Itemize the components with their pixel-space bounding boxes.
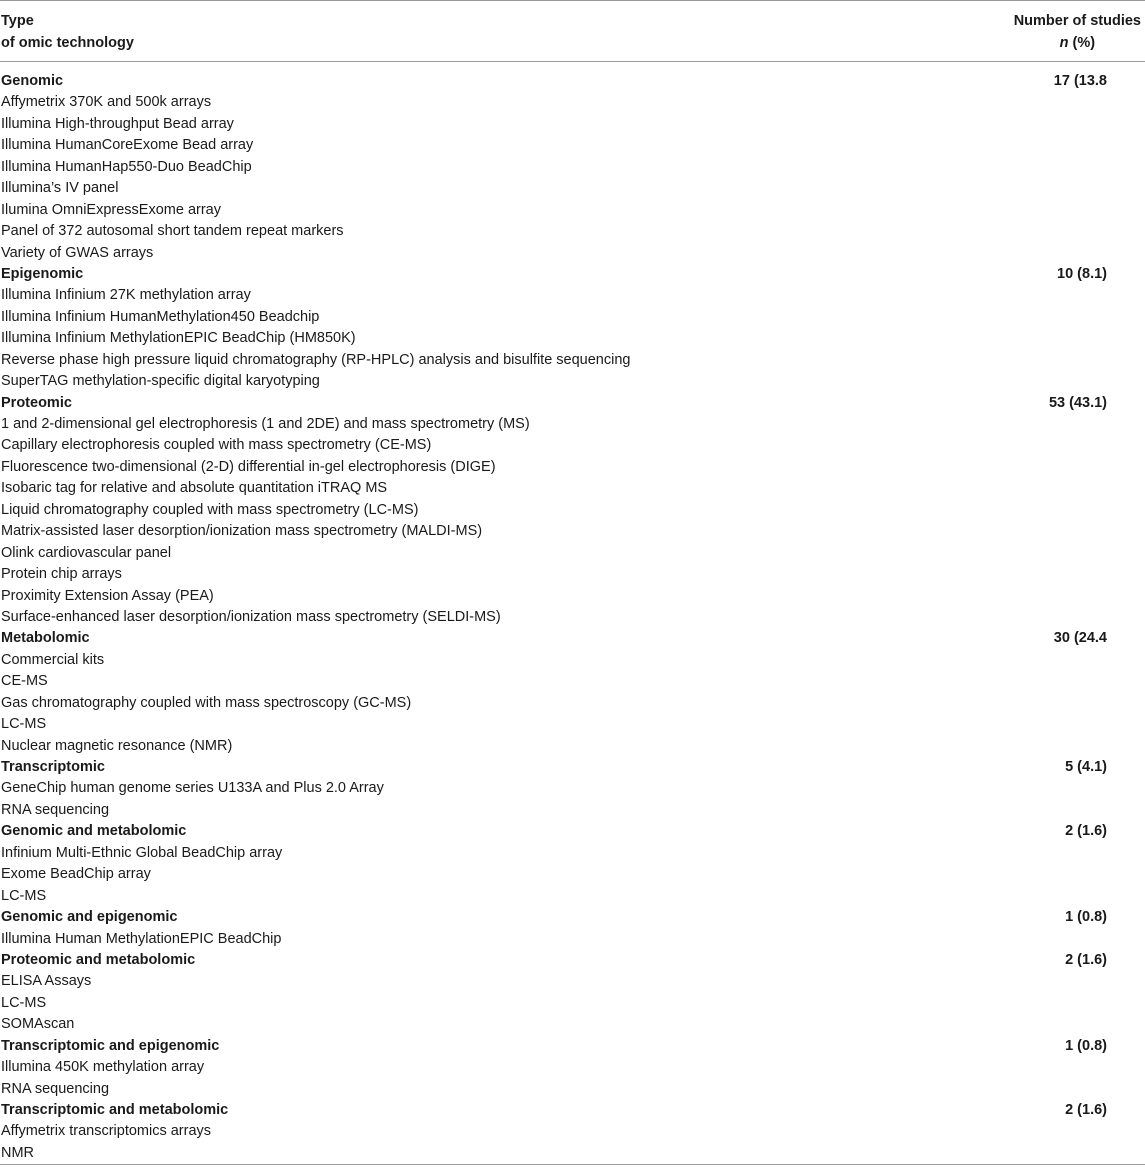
technology-label: Affymetrix 370K and 500k arrays [1,94,212,111]
technology-label: Illumina HumanHap550-Duo BeadChip [1,158,252,175]
category-row [0,264,1145,285]
technology-label: Illumina High-throughput Bead array [1,115,234,132]
study-count: 1 (0.8) [1065,909,1107,926]
technology-label: Isobaric tag for relative and absolute quantitation iTRAQ MS [1,480,388,497]
technology-label: LC-MS [1,994,47,1011]
technology-row [0,564,1145,585]
category-row [0,71,1145,92]
technology-row [0,736,1145,757]
technology-label: Variety of GWAS arrays [1,244,154,261]
count-header-line2 [1014,32,1141,54]
technology-row [0,1014,1145,1035]
technology-row [0,328,1145,349]
technology-row [0,307,1145,328]
count-column-header [1014,10,1141,54]
technology-row [0,971,1145,992]
count-header-line1: Number of studies [1013,13,1141,29]
technology-row [0,800,1145,821]
technology-row [0,200,1145,221]
category-label: Transcriptomic and metabolomic [1,1102,229,1118]
category-label: Genomic and metabolomic [1,823,187,840]
table-header [0,1,1145,62]
category-row [0,393,1145,414]
technology-label: Commercial kits [1,651,105,668]
category-row [0,950,1145,971]
category-row [0,907,1145,928]
technology-row [0,521,1145,542]
type-header-line1: Type [1,13,34,29]
technology-label: Illumina Human MethylationEPIC BeadChip [1,930,282,947]
type-column-header [1,10,134,54]
table-body [0,62,1145,1164]
technology-row [0,285,1145,306]
technology-label: GeneChip human genome series U133A and Plus 2.0 Array [1,780,384,797]
category-row [0,1036,1145,1057]
technology-row [0,414,1145,435]
technology-label: Affymetrix transcriptomics arrays [1,1123,212,1140]
study-count: 2 (1.6) [1065,1102,1107,1118]
technology-row [0,929,1145,950]
technology-label: Exome BeadChip array [1,866,151,883]
technology-row [0,221,1145,242]
category-label: Metabolomic [1,630,90,647]
technology-row [0,371,1145,392]
technology-label: NMR [1,1144,35,1161]
study-count: 2 (1.6) [1065,823,1107,840]
technology-row [0,157,1145,178]
technology-row [0,178,1145,199]
count-header-pct: (%) [1068,35,1096,51]
technology-row [0,693,1145,714]
technology-label: Surface-enhanced laser desorption/ionization mass spectrometry (SELDI-MS) [1,608,501,625]
technology-label: ELISA Assays [1,973,92,990]
study-count: 17 (13.8 [1053,73,1107,89]
technology-label: SOMAscan [1,1016,75,1033]
technology-row [0,607,1145,628]
technology-label: Matrix-assisted laser desorption/ionization mass spectrometry (MALDI-MS) [1,523,483,540]
technology-label: Ilumina OmniExpressExome array [1,201,221,218]
technology-label: Nuclear magnetic resonance (NMR) [1,737,233,754]
technology-row [0,886,1145,907]
technology-row [0,1057,1145,1078]
study-count: 2 (1.6) [1065,951,1107,968]
technology-label: Fluorescence two-dimensional (2-D) differential in-gel electrophoresis (DIGE) [1,458,496,475]
technology-label: CE-MS [1,673,48,690]
technology-label: Illumina 450K methylation array [1,1059,205,1076]
technology-label: Infinium Multi-Ethnic Global BeadChip array [1,844,283,861]
technology-row [0,1079,1145,1100]
category-row [0,757,1145,778]
technology-label: RNA sequencing [1,801,110,818]
technology-row [0,543,1145,564]
count-header-n: n [1059,35,1069,51]
technology-label: Capillary electrophoresis coupled with mass spectrometry (CE-MS) [1,437,432,454]
technology-row [0,478,1145,499]
study-count: 10 (8.1) [1057,265,1107,282]
technology-row [0,500,1145,521]
technology-label: Illumina Infinium 27K methylation array [1,287,251,304]
technology-label: LC-MS [1,716,47,733]
technology-row [0,92,1145,113]
technology-label: SuperTAG methylation-specific digital karyotyping [1,373,320,390]
technology-row [0,778,1145,799]
technology-row [0,1121,1145,1142]
technology-row [0,457,1145,478]
study-count: 53 (43.1) [1048,394,1107,411]
technology-row [0,435,1145,456]
technology-row [0,864,1145,885]
technology-row [0,714,1145,735]
technology-row [0,114,1145,135]
study-count: 30 (24.4 [1053,630,1107,647]
category-row [0,821,1145,842]
technology-label: Gas chromatography coupled with mass spectroscopy (GC-MS) [1,694,412,711]
technology-label: Reverse phase high pressure liquid chromatography (RP-HPLC) analysis and bisulfite sequencing [1,351,631,368]
technology-row [0,350,1145,371]
technology-label: 1 and 2-dimensional gel electrophoresis (1 and 2DE) and mass spectrometry (MS) [1,416,530,432]
category-label: Genomic and epigenomic [1,909,178,926]
category-label: Proteomic and metabolomic [1,951,196,968]
technology-label: Panel of 372 autosomal short tandem repeat markers [1,223,344,240]
technology-label: Olink cardiovascular panel [1,544,172,561]
technology-label: Illumina Infinium MethylationEPIC BeadChip (HM850K) [1,330,356,347]
study-count: 1 (0.8) [1065,1037,1107,1054]
technology-row [0,135,1145,156]
category-label: Epigenomic [1,265,84,282]
type-header-line2: of omic technology [1,35,134,51]
category-row [0,1100,1145,1121]
category-row [0,628,1145,649]
technology-label: Liquid chromatography coupled with mass spectrometry (LC-MS) [1,501,419,518]
technology-row [0,993,1145,1014]
technology-row [0,843,1145,864]
technology-label: RNA sequencing [1,1080,110,1097]
category-label: Transcriptomic and epigenomic [1,1037,220,1054]
category-label: Genomic [1,73,64,89]
technology-row [0,243,1145,264]
category-label: Transcriptomic [1,759,105,775]
technology-row [0,671,1145,692]
study-count: 5 (4.1) [1065,759,1107,775]
technology-row [0,650,1145,671]
technology-label: Proximity Extension Assay (PEA) [1,587,214,604]
technology-label: Illumina HumanCoreExome Bead array [1,137,254,154]
technology-label: Illumina Infinium HumanMethylation450 Beadchip [1,308,320,325]
technology-row [0,1143,1145,1164]
technology-label: LC-MS [1,887,47,904]
technology-label: Protein chip arrays [1,566,122,583]
technology-row [0,586,1145,607]
technology-label: Illumina’s IV panel [1,180,119,197]
category-label: Proteomic [1,394,72,411]
